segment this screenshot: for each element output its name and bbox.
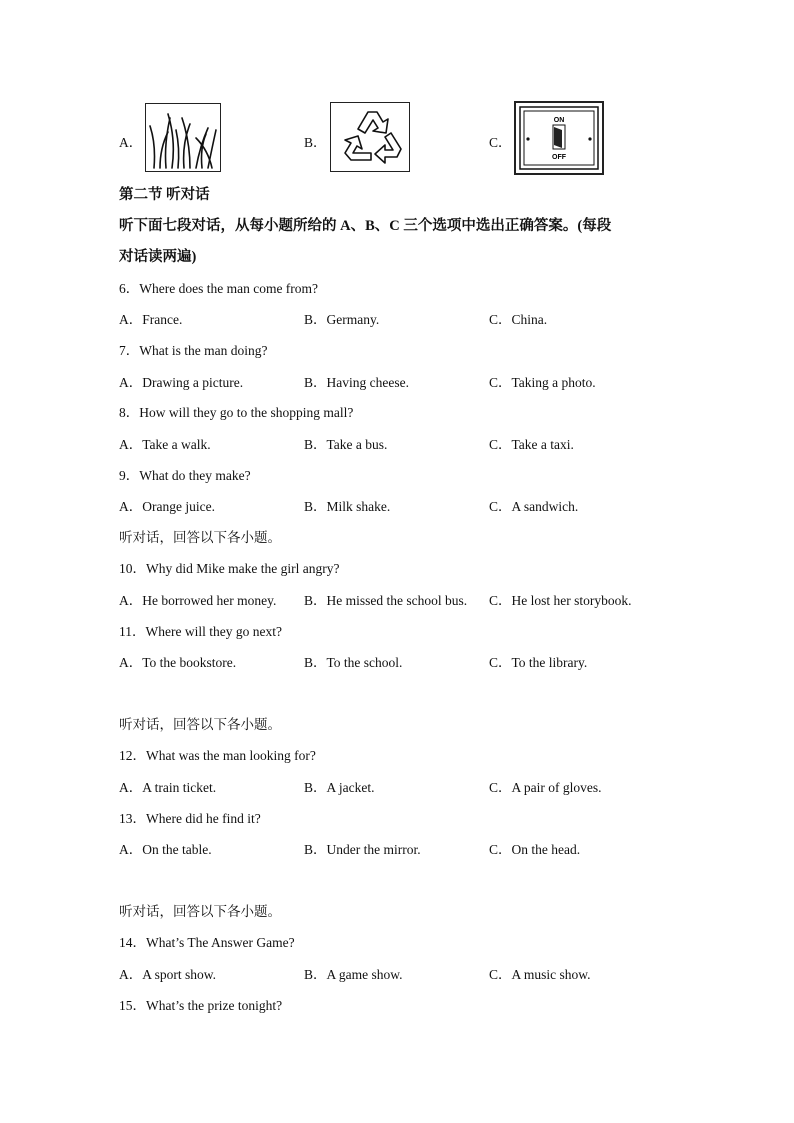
section-instruction-line2: 对话读两遍)	[119, 249, 197, 265]
q6-option-c[interactable]: C．China.	[489, 312, 548, 327]
q10-option-a[interactable]: A．He borrowed her money.	[119, 593, 277, 608]
q12-option-a[interactable]: A．A train ticket.	[119, 780, 217, 795]
q12-option-c[interactable]: C．A pair of gloves.	[489, 780, 602, 795]
question-15: 15．What’s the prize tonight?	[119, 998, 283, 1013]
question-13: 13．Where did he find it?	[119, 811, 261, 826]
q13-option-b[interactable]: B．Under the mirror.	[304, 842, 421, 857]
question-14: 14．What’s The Answer Game?	[119, 935, 295, 950]
q7-option-c[interactable]: C．Taking a photo.	[489, 375, 596, 390]
q11-option-c[interactable]: C．To the library.	[489, 655, 588, 670]
question-8: 8．How will they go to the shopping mall?	[119, 405, 354, 420]
section-title: 第二节 听对话	[119, 187, 210, 203]
question-12: 12．What was the man looking for?	[119, 748, 316, 763]
question-11: 11．Where will they go next?	[119, 624, 282, 639]
q11-option-b[interactable]: B．To the school.	[304, 655, 403, 670]
q8-option-b[interactable]: B．Take a bus.	[304, 437, 388, 452]
q12-option-b[interactable]: B．A jacket.	[304, 780, 375, 795]
q9-option-b[interactable]: B．Milk shake.	[304, 499, 391, 514]
q7-option-b[interactable]: B．Having cheese.	[304, 375, 409, 390]
q6-option-b[interactable]: B．Germany.	[304, 312, 380, 327]
group-intro-1: 听对话，回答以下各小题。	[119, 530, 281, 545]
q8-option-a[interactable]: A．Take a walk.	[119, 437, 211, 452]
option-c-label: C．	[489, 135, 512, 150]
q9-option-a[interactable]: A．Orange juice.	[119, 499, 215, 514]
grass-icon	[145, 103, 221, 172]
q13-option-c[interactable]: C．On the head.	[489, 842, 581, 857]
q9-option-c[interactable]: C．A sandwich.	[489, 499, 579, 514]
q8-option-c[interactable]: C．Take a taxi.	[489, 437, 574, 452]
switch-off-text: OFF	[552, 154, 566, 161]
question-10: 10．Why did Mike make the girl angry?	[119, 561, 340, 576]
option-a-label: A．	[119, 135, 143, 150]
question-9: 9．What do they make?	[119, 468, 251, 483]
group-intro-3: 听对话，回答以下各小题。	[119, 904, 281, 919]
q7-option-a[interactable]: A．Drawing a picture.	[119, 375, 244, 390]
group-intro-2: 听对话，回答以下各小题。	[119, 717, 281, 732]
q11-option-a[interactable]: A．To the bookstore.	[119, 655, 237, 670]
q6-option-a[interactable]: A．France.	[119, 312, 183, 327]
recycle-icon	[330, 102, 410, 172]
q14-option-a[interactable]: A．A sport show.	[119, 967, 217, 982]
q10-option-c[interactable]: C．He lost her storybook.	[489, 593, 632, 608]
q10-option-b[interactable]: B．He missed the school bus.	[304, 593, 468, 608]
section-instruction-line1: 听下面七段对话，从每小题所给的 A、B、C 三个选项中选出正确答案。(每段	[119, 218, 612, 234]
switch-on-text: ON	[553, 117, 565, 124]
question-6: 6．Where does the man come from?	[119, 281, 319, 296]
q14-option-b[interactable]: B．A game show.	[304, 967, 403, 982]
q13-option-a[interactable]: A．On the table.	[119, 842, 212, 857]
q14-option-c[interactable]: C．A music show.	[489, 967, 591, 982]
question-7: 7．What is the man doing?	[119, 343, 268, 358]
light-switch-icon	[514, 101, 604, 175]
option-b-label: B．	[304, 135, 327, 150]
